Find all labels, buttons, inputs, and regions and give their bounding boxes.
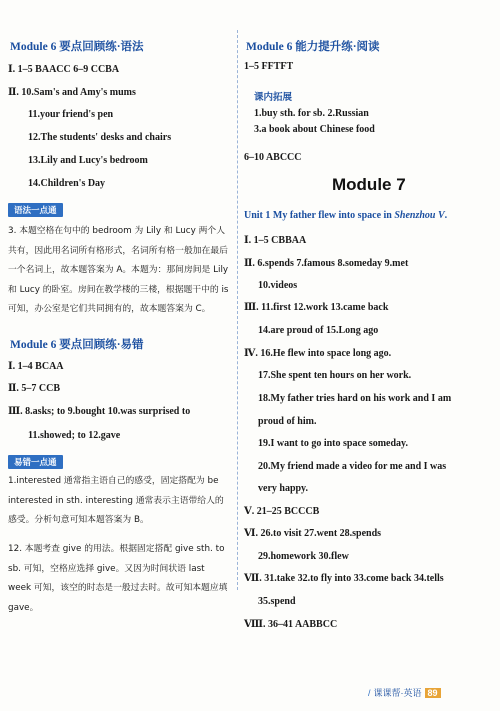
answer-line: 35.spend xyxy=(258,596,296,607)
answer-line: Ⅰ. 1–4 BCAA xyxy=(8,361,64,372)
error-explanation-2: 12. 本题考查 give 的用法。根据固定搭配 give sth. to sb. 可知，空格应选择 give。又因为时间状语 last week 可知，该空的时态是一般过去时。故可知本题应填 gave。 xyxy=(8,544,228,613)
answer-line: Ⅱ. 10.Sam's and Amy's mums xyxy=(8,87,136,98)
answer-line: 13.Lily and Lucy's bedroom xyxy=(28,155,148,166)
footer-brand: 课课帮·英语 xyxy=(373,688,422,698)
answer-line: Ⅲ. 11.first 12.work 13.came back xyxy=(244,302,389,313)
answer-line: 1.buy sth. for sb. 2.Russian xyxy=(254,108,369,119)
unit-title: Unit 1 My father flew into space in Shenzhou V. xyxy=(244,210,448,221)
answer-line: Ⅲ. 8.asks; to 9.bought 10.was surprised to xyxy=(8,406,191,417)
answer-line: 3.a book about Chinese food xyxy=(254,124,375,135)
answer-line: Ⅱ. 5–7 CCB xyxy=(8,383,61,394)
section-title-reading: Module 6 能力提升练·阅读 xyxy=(246,41,380,53)
answer-line: 20.My friend made a video for me and I was xyxy=(258,461,447,472)
answer-line: 12.The students' desks and chairs xyxy=(28,132,172,143)
answer-line: Ⅴ. 21–25 BCCCB xyxy=(244,506,320,517)
section-title-grammar: Module 6 要点回顾练·语法 xyxy=(10,41,144,53)
section-title-errors: Module 6 要点回顾练·易错 xyxy=(10,339,144,351)
column-divider xyxy=(237,30,238,590)
answer-line: 6–10 ABCCC xyxy=(244,152,302,163)
page-footer xyxy=(368,686,441,699)
answer-line: 18.My father tries hard on his work and I am xyxy=(258,393,452,404)
grammar-explanation: 3. 本题空格在句中的 bedroom 为 Lily 和 Lucy 两个人共有，因此用名词所有格形式，名词所有格一般加在最后一个名词上，故本题答案为 A。本题为：那间房间是 Lily 和 Lucy 的卧室。房间在教学楼的三楼，根据题干中的 is 可知，办公室是它们共同拥有的，故本题答案为 C。 xyxy=(8,226,229,314)
answer-line: 14.Children's Day xyxy=(28,178,106,189)
answer-line: Ⅶ. 31.take 32.to fly into 33.come back 34.tells xyxy=(244,573,444,584)
answer-line: Ⅵ. 26.to visit 27.went 28.spends xyxy=(244,528,382,539)
grammar-tip-tag: 语法一点通 xyxy=(8,203,63,217)
module-heading: Module 7 xyxy=(332,175,406,194)
answer-line: proud of him. xyxy=(258,416,317,427)
answer-line: 19.I want to go into space someday. xyxy=(258,438,409,449)
footer-separator-icon: / xyxy=(368,688,371,698)
answer-line: Ⅰ. 1–5 CBBAA xyxy=(244,235,307,246)
answer-line: very happy. xyxy=(258,483,309,494)
answer-line: 11.showed; to 12.gave xyxy=(28,430,121,441)
answer-line: Ⅳ. 16.He flew into space long ago. xyxy=(244,348,392,359)
error-explanation-1: 1.interested 通常指主语自己的感受，固定搭配为 be interested in sth. interesting 通常表示主语带给人的感受。分析句意可知本题答案为 B。 xyxy=(8,476,224,525)
page-number: 89 xyxy=(425,688,441,698)
answer-line: Ⅰ. 1–5 BAACC 6–9 CCBA xyxy=(8,64,120,75)
answer-line: 11.your friend's pen xyxy=(28,109,114,120)
answer-line: 14.are proud of 15.Long ago xyxy=(258,325,379,336)
answer-line: 1–5 FFTFT xyxy=(244,61,294,72)
answer-line: 10.videos xyxy=(258,280,298,291)
answer-line: 17.She spent ten hours on her work. xyxy=(258,370,412,381)
extension-tag: 课内拓展 xyxy=(254,92,293,103)
answer-line: 29.homework 30.flew xyxy=(258,551,349,562)
error-tip-tag: 易错一点通 xyxy=(8,455,63,469)
answer-line: Ⅱ. 6.spends 7.famous 8.someday 9.met xyxy=(244,258,409,269)
answer-line: Ⅷ. 36–41 AABBCC xyxy=(244,619,338,630)
